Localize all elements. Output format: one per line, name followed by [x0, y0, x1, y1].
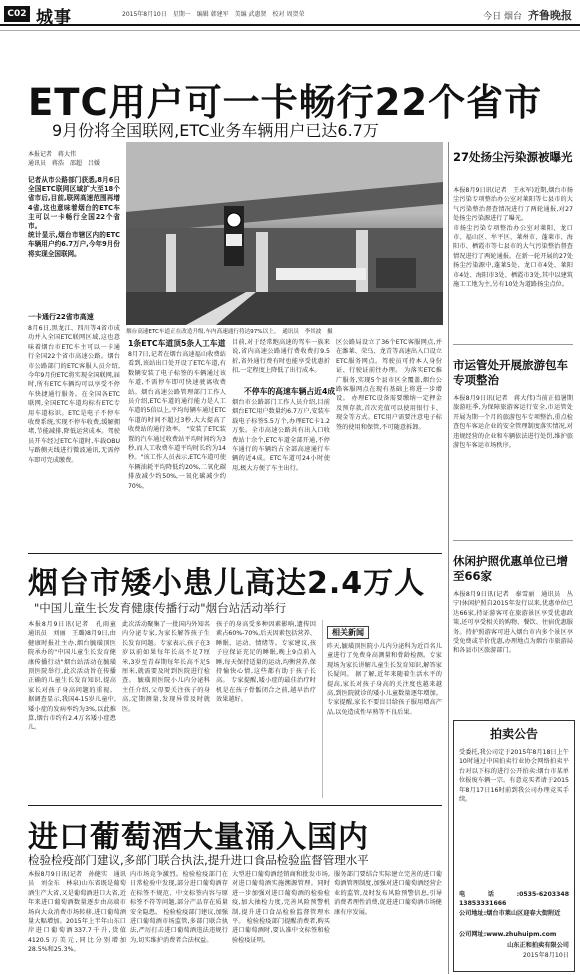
lead-intro: 记者从市公路部门获悉,8月6日全国ETC联网区域扩大至18个省市后,目前,联网高速范围再增4省,这也意味着烟台的ETC车主可以一卡畅行全国22个省市。 统计显示,烟台市辖区内的ETC车辆用户约6.7万户,今年9月份将实现全国联网。	[28, 176, 120, 258]
page-header	[0, 0, 580, 26]
sidebar-divider	[448, 142, 449, 974]
auction-notice	[453, 720, 575, 972]
second-column-1: 本报8月9日讯(记者 孔雨童 通讯员 刘丽 王璐)8月9日,由健康时报社主办,烟台毓璜顶医院承办的"中国儿童生长发育健康传播行动"烟台站活动在毓璜顶医院举行,此次活动旨在传播正确的儿童生长发育知识,提高家长对孩子身高问题的重视。 据调查显示,我国4-15岁儿童中,矮小症的发病率约为3%,以此推算,烟台市约有2.4万名矮小症患儿。	[28, 621, 123, 732]
side-divider-2	[453, 540, 573, 541]
lead-column-2: 8月7日,记者在烟台高速福山收费站看到,该站出口处开设了ETC车道,有数辆安装了电子标签的车辆通过该车道,不需停车即可快速驶离收费站。烟台高速公路管理部门工作人员介绍,ETC车道的通行能力是人工车道的5倍以上,平均每辆车通过ETC车道的时间不超过3秒,大大提高了收费站的通行效率。 "安装了ETC装置的汽车通过收费站平均时间约为3秒,而人工收费车道平均时长约为14秒。"该工作人员表示,ETC车道可使车辆油耗平均降低约20%,二氧化碳排放减少约50%,一氧化碳减少约70%。	[128, 351, 226, 490]
side-c-body: 本报8月9日讯(记者 秦雪丽 通讯员 丛宁)休闲护照自2015年发行以来,优惠单位已达66家,持证游客可在旅游景区享受优惠政策,还可享受相关的购物、餐饮、住宿优惠服务。持护照游客可进入烟台市内多个景区享受免费或半价优惠,办理地点为烟台市旅游局和各县市区旅游部门。	[453, 591, 573, 655]
lead-column-1: 8月6日,黑龙江、四川等4省市成功并入全国ETC联网区域,这也意味着烟台市ETC车主可以一卡通行全国22个省市高速公路。烟台市公路部门的ETC客服人员介绍,今年9月份ETC将实现全国联网,届时,所有ETC车辆均可以享受不停车快捷通行服务。在全国各ETC联网,全国ETC车道均标有ETC专用车道标识。ETC是电子不停车收费系统,实现不停车收费,缓解拥堵,节能减排,降低运营成本。驾驶员开车经过ETC车道时,车载OBU与路侧天线进行微波通讯,无需停车即可完成缴费。	[28, 325, 120, 464]
related-news-body: 昨天,毓璜顶医院小儿内分泌科为近百名儿童进行了免费身高测量和骨龄检测。专家现场为家长讲解儿童生长发育知识,解答家长疑问。 据了解,近年来随着生活水平的提高,家长对孩子身高的关注度也越来越高,到医院就诊的矮小儿童数量逐年增加。专家提醒,家长不要盲目给孩子服用增高产品,以免造成性早熟等不良后果。	[327, 643, 442, 716]
lead-headline: ETC用户可一卡畅行22个省市	[28, 81, 543, 124]
second-column-2: 此次活动聚集了一批国内外知名内分泌专家,为家长解答孩子生长发育问题。专家表示,孩子在3岁以前如果每年长高不足7厘米,3岁至青春期每年长高不足5厘米,就需要及时到医院进行检查。 毓璜顶医院小儿内分泌科主任介绍,父母要关注孩子的身高,定期测量,发现异常及时就医。	[122, 621, 210, 713]
lead-column-3a: 目前,对于经常跑高速的驾车一族来说,省内高速公路通行费收费打9.5折,省外通行费有时也能享受优惠折扣,一定程度上降低了出行成本。	[232, 339, 330, 375]
page-code: C02	[4, 6, 30, 22]
lead-subheadline: 9月份将全国联网,ETC业务车辆用户已达6.7万	[52, 121, 379, 140]
auction-notice-body: 受委托,我公司定于2015年8月18日上午10时通过中国拍卖行业协会网络拍卖平台对以下标的进行公开拍卖:烟台市某单位报废车辆一宗。有意竞买者请于2015年8月17日16时前到我公司办理竞买手续。	[459, 749, 569, 804]
auction-notice-website: 公司网址:www.zhuhuipm.com	[459, 931, 557, 938]
second-column-3: 孩子的身高受多种因素影响,遗传因素占60%-70%,后天因素包括营养、睡眠、运动、情绪等。专家建议,孩子应保证充足的睡眠,晚上9点前入睡,每天保持适量的运动,均衡营养,保持愉快心情,这些都有助于孩子长高。 专家提醒,矮小症的最佳治疗时机是在孩子骨骺闭合之前,越早治疗效果越好。	[216, 621, 316, 704]
side-b-body: 本报8月9日讯(记者 蒋大伟)当前正值暑期旅游旺季,为保障旅游客运行安全,市运管处开展为期一个月的旅游包车专项整治,重点检查包车客运企业的安全管理制度落实情况,对违规经营的企业和车辆依法进行处罚,维护旅游包车客运市场秩序。	[453, 395, 573, 450]
lead-column-3b: 烟台市公路部门工作人员介绍,目前烟台ETC用户数量约6.7万户,安装车载电子标签5.5万个,办理ETC卡1.2万张。全市高速公路共有出入口收费站十余个,ETC车道全部开通,不停车通行的车辆约占全部高速通行车辆的近4成。ETC车道可24小时使用,极大方便了车主出行。	[232, 399, 330, 472]
auction-notice-contact: 电话:0535-6203348 13853331666 公司地址:烟台市莱山区迎春大街附近	[459, 891, 569, 917]
issue-meta: 2015年8月10日 星期一 编辑 韩建军 美编 武惠贤 校对 周贺荣	[122, 11, 305, 18]
side-a-title: 27处扬尘污染源被曝光	[453, 150, 573, 164]
edition-label: 今日 烟台	[483, 12, 522, 22]
lead-column-4: 区公路局设立了36个ETC客服网点,并在潍莱、荣乌、龙青等高速出入口设立ETC服务网点。驾驶员可持本人身份证、行驶证前往办理。 为落实ETC推广服务,实现5个县市区全覆盖,烟台公路客服网点在现有基础上将进一步增设。 办理ETC设备需要缴纳一定押金及预存款,首次充值可以使用银行卡、现金等方式。ETC用户需要注意电子标签的使用和保管,不可随意拆卸。	[336, 339, 442, 431]
story-divider-1	[28, 553, 442, 554]
photo-caption: 烟台高速ETC车道正在改造升级,车内高速通行将达97%以上。 通讯员 李其波 摄	[126, 329, 333, 335]
masthead	[483, 7, 572, 23]
toll-station-image	[126, 142, 443, 325]
third-column-4: 服务部门要结合实际建立完善的进口葡萄酒管理制度,加强对进口葡萄酒经营企业的监管,及时发布风险预警信息,引导消费者理性消费,促进进口葡萄酒市场健康有序发展。	[334, 871, 442, 916]
auction-notice-company: 山东正和拍卖有限公司	[507, 942, 569, 950]
third-headline: 进口葡萄酒大量涌入国内	[28, 820, 369, 855]
third-subheadline: 检验检疫部门建议,多部门联合执法,提升进口食品检验监督管理水平	[28, 853, 369, 867]
auction-notice-title: 拍卖公告	[489, 727, 538, 741]
masthead-logo: 齐鲁晚报	[528, 9, 572, 22]
side-c-title: 休闲护照优惠单位已增至66家	[453, 554, 568, 583]
lead-photo	[126, 142, 443, 325]
third-column-2: 内市场竞争激烈。检验检疫部门在日常检验中发现,部分进口葡萄酒存在标签不规范、中文标签内容与原标签不符等问题,部分产品存在质量安全隐患。 检验检疫部门建议,加强进口葡萄酒市场监管,多部门联合执法,严厉打击进口葡萄酒违法违规行为,切实维护消费者合法权益。	[130, 871, 228, 944]
third-column-3: 大型进口葡萄酒经销商和批发市场,对进口葡萄酒实施溯源管理。同时进一步加强对进口葡萄酒的检验检疫,加大抽检力度,完善风险预警机制,提升进口食品检验监督管理水平。 检验检疫部门提醒消费者,购买进口葡萄酒时,要认准中文标签和检验检疫证明。	[232, 871, 330, 944]
lead-column-3-title: 不停车的高速车辆占近4成	[244, 387, 336, 396]
lead-column-2-title: 1条ETC车道顶5条人工车道	[128, 339, 226, 348]
third-column-1: 本报8月9日讯(记者 孙健实 通讯员 刘金东 林泉)山东省既是葡萄酒生产大省,又是葡萄酒进口大省,近年来进口葡萄酒数量逐步由高端市场向大众消费市场转移,进口葡萄酒量大幅增加。2015年上半年山东口岸进口葡萄酒337.7千升,货值4120.5万美元,同比分别增加28.5%和25.3%。	[28, 871, 126, 954]
story-divider-2	[28, 805, 442, 806]
related-news-label: 相关新闻	[327, 626, 369, 639]
side-divider-1	[453, 344, 573, 345]
lead-section-label: 一卡通行22省市高速	[28, 313, 94, 321]
second-headline: 烟台市矮小患儿高达2.4万人	[28, 566, 426, 601]
header-divider	[0, 30, 580, 31]
second-subheadline: "中国儿童生长发育健康传播行动"烟台站活动举行	[34, 601, 287, 615]
auction-notice-date: 2015年8月10日	[522, 951, 569, 959]
side-b-title: 市运管处开展旅游包车专项整治	[453, 358, 568, 387]
related-news-box	[322, 620, 442, 798]
lead-byline: 本报记者 蒋大伟 通讯员 蒋浩 邵超 吕媛	[28, 151, 101, 167]
side-a-body: 本报8月9日讯(记者 王永军)近期,烟台市扬尘污染专项整治办公室对莱阳等七县市的大气污染整治督查情况进行了两轮通报,对27处扬尘污染源进行了曝光。 市扬尘污染专项整治办公室对莱阳、龙口市、福山区、牟平区、莱州市、蓬莱市、海阳市、栖霞市等七县市的大气污染整治督查情况进行了两轮通报。在新一轮开展的27处扬尘污染源中,蓬莱5处、龙口市4处、莱阳市4处、海阳市3处、栖霞市3处,其中以建筑施工工地为主,另有10处为道路扬尘点位。	[453, 187, 573, 289]
section-title: 城事	[36, 8, 72, 28]
